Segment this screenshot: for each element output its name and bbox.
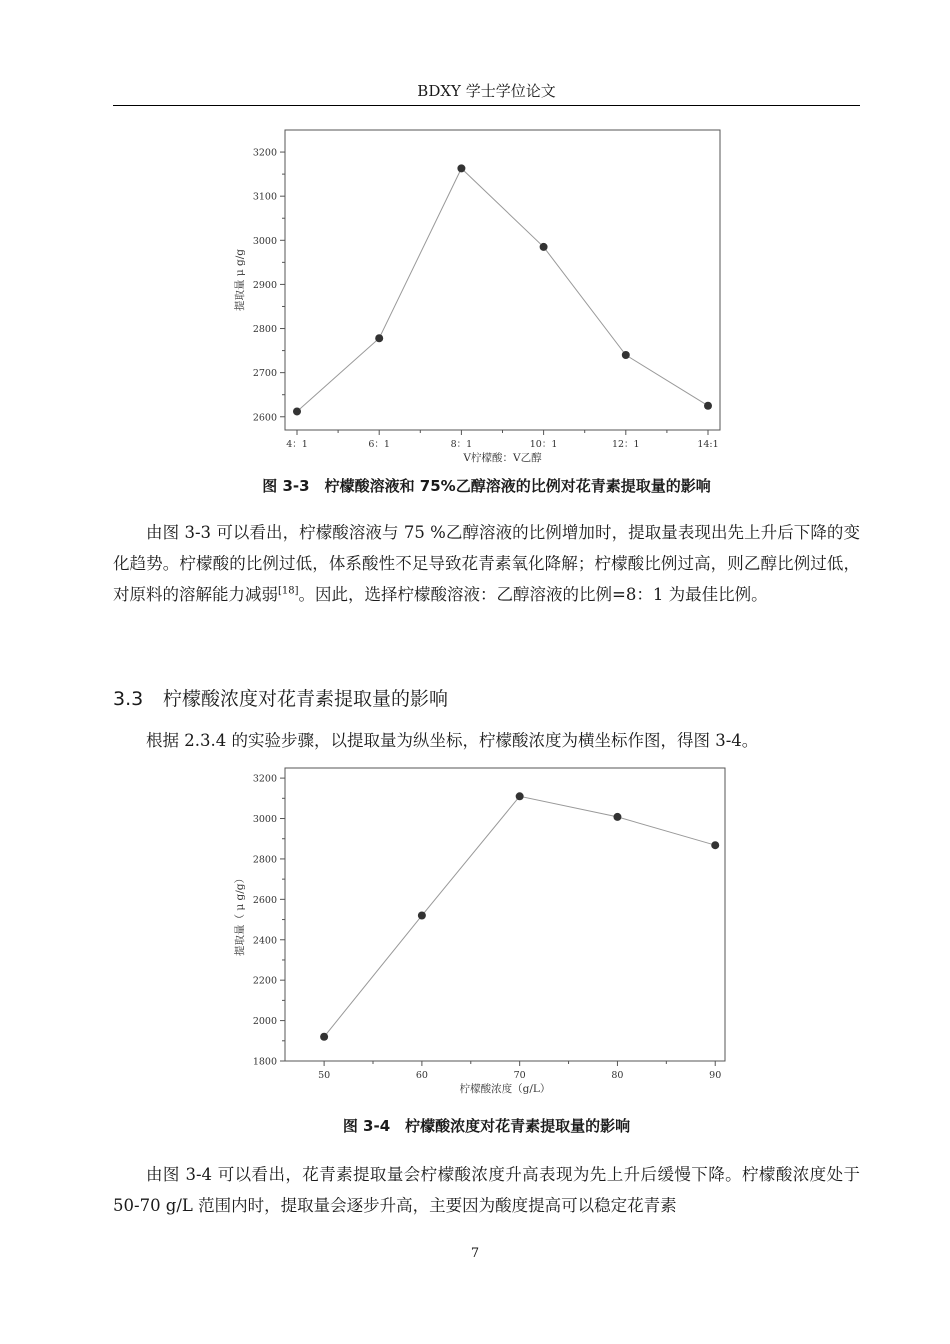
figure-3-3-chart [234,120,740,464]
section-number: 3.3 [113,688,144,710]
y-axis-label: 提取量（ μ g/g） [234,873,246,956]
section-heading [113,684,448,711]
x-axis-label: V柠檬酸：V乙醇 [463,452,542,464]
data-point [457,164,465,172]
x-tick-label: 70 [513,1070,526,1081]
data-point [418,912,426,920]
data-point [540,243,548,251]
page-header: BDXY 学士学位论文 [113,80,860,106]
series-line [324,796,715,1036]
y-tick-label: 2700 [252,368,277,380]
data-point [293,407,301,415]
paragraph-1-tail: 。因此，选择柠檬酸溶液：乙醇溶液的比例=8：1 为最佳比例。 [298,585,768,604]
section-title: 柠檬酸浓度对花青素提取量的影响 [163,688,449,710]
x-tick-label: 8：1 [450,439,473,450]
data-point [375,334,383,342]
y-tick-label: 3200 [252,773,277,785]
data-point [711,841,719,849]
x-tick-label: 50 [318,1070,331,1081]
data-point [622,351,630,359]
paragraph-2: 根据 2.3.4 的实验步骤，以提取量为纵坐标，柠檬酸浓度为横坐标作图，得图 3-4。 [146,731,759,750]
y-tick-label: 2600 [252,412,277,424]
x-tick-label: 4：1 [286,439,308,450]
figure-3-4-svg [234,760,740,1100]
y-tick-label: 1800 [252,1056,277,1068]
page-number: 7 [470,1246,480,1261]
y-tick-label: 2800 [252,854,277,866]
x-tick-label: 10：1 [529,439,558,450]
y-tick-label: 3200 [252,147,277,159]
data-point [613,813,621,821]
data-point [516,792,524,800]
x-tick-label: 12：1 [611,439,640,450]
y-tick-label: 2200 [252,975,277,987]
y-tick-label: 2900 [252,279,277,291]
plot-frame [285,768,725,1061]
paragraph-1-text: 由图 3-3 可以看出，柠檬酸溶液与 75 %乙醇溶液的比例增加时，提取量表现出先上升后下降的变化趋势。柠檬酸的比例过低，体系酸性不足导致花青素氧化降解；柠檬酸比例过高，则乙醇比例过低，对原料的溶解能力减弱 [113,523,860,604]
x-tick-label: 14:1 [697,439,719,450]
figure-3-4-caption: 图 3-4 柠檬酸浓度对花青素提取量的影响 [342,1117,631,1135]
figure-3-4-chart [234,760,740,1100]
citation-18[interactable]: [18] [278,585,299,597]
y-tick-label: 2600 [252,894,277,906]
y-tick-label: 2000 [252,1016,277,1028]
plot-frame [285,130,720,430]
y-tick-label: 3100 [252,191,277,203]
figure-3-3-svg [234,120,740,464]
x-axis-label: 柠檬酸浓度（g/L） [459,1083,551,1095]
paragraph-3: 由图 3-4 可以看出，花青素提取量会柠檬酸浓度升高表现为先上升后缓慢下降。柠檬酸浓度处于 50-70 g/L 范围内时，提取量会逐步升高，主要因为酸度提高可以稳定花青素 [113,1165,860,1215]
paragraph-1 [113,517,860,610]
data-point [320,1033,328,1041]
y-tick-label: 3000 [252,235,277,247]
y-tick-label: 3000 [252,814,277,826]
data-point [704,402,712,410]
figure-3-3-caption: 图 3-3 柠檬酸溶液和 75%乙醇溶液的比例对花青素提取量的影响 [262,477,711,495]
x-tick-label: 80 [611,1070,624,1081]
x-tick-label: 6：1 [368,439,390,450]
y-tick-label: 2400 [252,935,277,947]
y-tick-label: 2800 [252,324,277,336]
x-tick-label: 90 [709,1070,722,1081]
y-axis-label: 提取量 μ g/g [234,249,246,311]
series-line [297,168,708,411]
x-tick-label: 60 [415,1070,428,1081]
